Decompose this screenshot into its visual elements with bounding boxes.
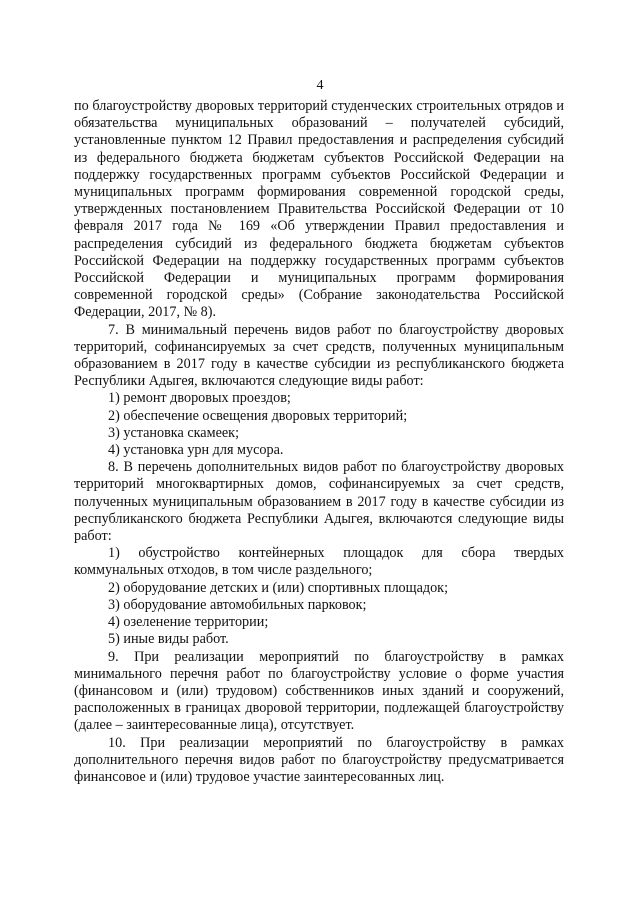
paragraph-8: 8. В перечень дополнительных видов работ по благоустройству дворовых территорий многоквартирных домов, софинансируемых за счет средств, полученных муниципальным образованием в 2017 году в качестве субсидии из республиканского бюджета Республики Адыгея, включаются следующие виды работ:: [74, 459, 564, 545]
document-body: [74, 98, 564, 786]
list-item: 4) установка урн для мусора.: [108, 442, 284, 459]
list-item: 4) озеленение территории;: [108, 614, 269, 631]
paragraph-10: 10. При реализации мероприятий по благоустройству в рамках дополнительного перечня видов работ по благоустройству предусматривается финансовое и (или) трудовое участие заинтересованных лиц.: [74, 734, 564, 785]
list-item: 3) оборудование автомобильных парковок;: [108, 596, 367, 613]
list-item: 1) ремонт дворовых проездов;: [108, 390, 291, 407]
list-item: 3) установка скамеек;: [108, 424, 240, 441]
list-item: 5) иные виды работ.: [108, 631, 229, 648]
paragraph-9: 9. При реализации мероприятий по благоустройству в рамках минимального перечня работ по благоустройству условие о форме участия (финансовом и (или) трудовом) собственников иных зданий и сооружений, расположенных в границах дворовой территории, подлежащей благоустройству (далее – заинтересованные лица), отсутствует.: [74, 648, 564, 734]
list-item: 2) обеспечение освещения дворовых территорий;: [108, 407, 408, 424]
list-item: 1) обустройство контейнерных площадок для сбора твердых коммунальных отходов, в том числе раздельного;: [74, 545, 564, 579]
paragraph-intro: по благоустройству дворовых территорий студенческих строительных отрядов и обязательства муниципальных образований – получателей субсидий, установленные пунктом 12 Правил предоставления и распределения субсидий из федерального бюджета бюджетам субъектов Российской Федерации на поддержку государственных программ субъектов Российской Федерации и муниципальных программ формирования современной городской среды, утвержденных постановлением Правительства Российской Федерации от 10 февраля 2017 года № 169 «Об утверждении Правил предоставления и распределения субсидий из федерального бюджета бюджетам субъектов Российской Федерации на поддержку государственных программ субъектов Российской Федерации и муниципальных программ формирования современной городской среды» (Собрание законодательства Российской Федерации, 2017, № 8).: [74, 98, 564, 321]
list-item: 2) оборудование детских и (или) спортивных площадок;: [108, 579, 449, 596]
paragraph-7: 7. В минимальный перечень видов работ по благоустройству дворовых территорий, софинансируемых за счет средств, полученных муниципальным образованием в 2017 году в качестве субсидии из республиканского бюджета Республики Адыгея, включаются следующие виды работ:: [74, 321, 564, 390]
page-number: 4: [316, 78, 324, 93]
